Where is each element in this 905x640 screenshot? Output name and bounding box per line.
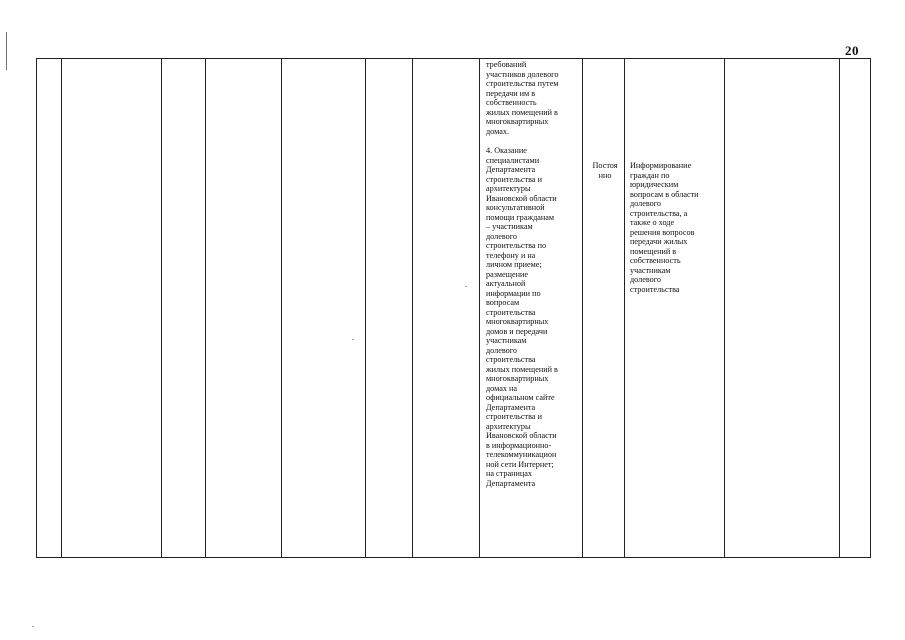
table-cell-result [625, 59, 725, 558]
table-cell-activity [480, 59, 583, 558]
table-cell-col-2 [62, 59, 162, 558]
margin-mark [6, 32, 7, 70]
table-cell-col-1 [37, 59, 62, 558]
table-cell-col-6 [366, 59, 413, 558]
table-cell-col-12 [840, 59, 871, 558]
page-number: 20 [845, 43, 859, 58]
table-cell-col-5 [282, 59, 366, 558]
result-text: Информирование граждан по юридическим вопросам в области долевого строительства, а также о ходе решения вопросов передачи жилых помещений в собственность участникам долевого строительства [630, 161, 699, 294]
table-cell-col-11 [725, 59, 840, 558]
activity-text-part2: 4. Оказание специалистами Департамента строительства и архитектуры Ивановской области консультативной помощи гражданам – участникам долевого строительства по телефону и на личном приеме; размещение актуальной информации по вопросам строительства многоквартирных домов и передачи участникам долевого строительства жилых помещений в многоквартирных домах на официальном сайте Департамента строительства и архитектуры Ивановской области в информационно- телекоммуникацион ной сети Интернет; на страницах Департамента [486, 146, 558, 488]
activity-text-part1: требований участников долевого строительства путем передачи им в собственность жилых помещений в многоквартирных домах. [486, 60, 559, 136]
scan-speck [32, 626, 34, 627]
table-cell-col-3 [162, 59, 206, 558]
paragraph-gap [480, 136, 582, 145]
table-cell-term [583, 59, 625, 558]
measures-table [36, 58, 871, 558]
term-text: Постоя нно [592, 161, 618, 180]
table-cell-col-7 [413, 59, 480, 558]
table-cell-col-4 [206, 59, 282, 558]
table-row [37, 59, 871, 558]
